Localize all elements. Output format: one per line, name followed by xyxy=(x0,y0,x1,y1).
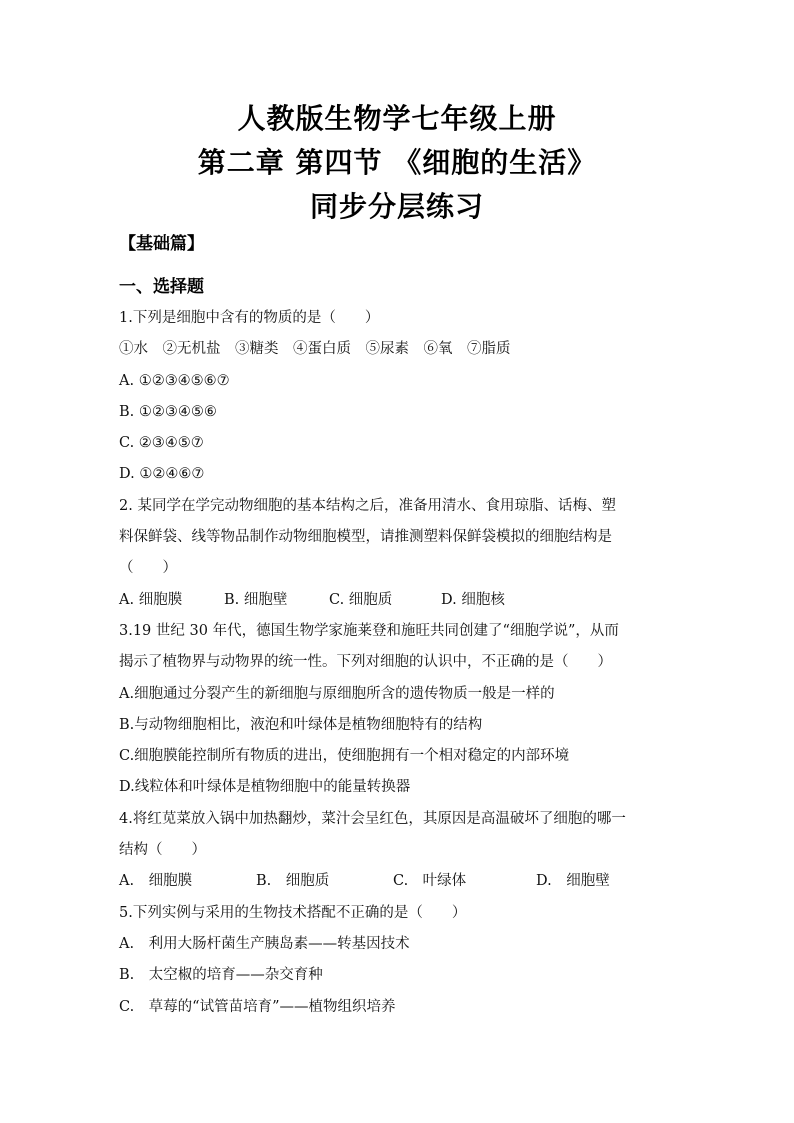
q5-option-b: B. 太空椒的培育——杂交育种 xyxy=(119,967,323,984)
q2-stem-line-3: （ ） xyxy=(119,560,177,577)
q4-option-c: C. 叶绿体 xyxy=(393,873,467,890)
q3-option-c: C.细胞膜能控制所有物质的进出，使细胞拥有一个相对稳定的内部环境 xyxy=(119,748,570,765)
q2-option-b: B. 细胞壁 xyxy=(224,591,288,608)
q2-option-d: D. 细胞核 xyxy=(441,591,505,608)
q4-stem-line-1: 4.将红苋菜放入锅中加热翻炒，菜汁会呈红色，其原因是高温破坏了细胞的哪一 xyxy=(119,810,626,827)
q3-stem-line-1: 3.19 世纪 30 年代，德国生物学家施莱登和施旺共同创建了“细胞学说”，从而 xyxy=(119,622,619,639)
q3-option-d: D.线粒体和叶绿体是植物细胞中的能量转换器 xyxy=(119,779,411,796)
q3-stem-line-2: 揭示了植物界与动物界的统一性。下列对细胞的认识中，不正确的是（ ） xyxy=(119,654,612,671)
questions-body xyxy=(119,303,679,1023)
q5-option-a: A. 利用大肠杆菌生产胰岛素——转基因技术 xyxy=(119,935,410,952)
q4-stem-line-2: 结构（ ） xyxy=(119,842,206,859)
q5-option-c: C. 草莓的“试管苗培育”——植物组织培养 xyxy=(119,998,396,1015)
q1-option-a: A. ①②③④⑤⑥⑦ xyxy=(119,372,230,389)
q3-option-a: A.细胞通过分裂产生的新细胞与原细胞所含的遗传物质一般是一样的 xyxy=(119,685,555,702)
q4-option-a: A. 细胞膜 xyxy=(119,873,193,890)
q2-option-c: C. 细胞质 xyxy=(329,591,393,608)
q3-option-b: B.与动物细胞相比，液泡和叶绿体是植物细胞特有的结构 xyxy=(119,716,483,733)
q4-option-d: D. 细胞壁 xyxy=(536,873,610,890)
q1-option-c: C. ②③④⑤⑦ xyxy=(119,435,204,452)
q1-stem: 1.下列是细胞中含有的物质的是（ ） xyxy=(119,310,380,326)
title-line-2: 第二章 第四节 《细胞的生活》 xyxy=(197,146,597,179)
q2-option-a: A. 细胞膜 xyxy=(119,591,183,608)
q4-option-b: B. 细胞质 xyxy=(256,873,330,890)
title-line-3: 同步分层练习 xyxy=(309,190,484,223)
q1-option-b: B. ①②③④⑤⑥ xyxy=(119,403,217,420)
q2-stem-line-1: 2. 某同学在学完动物细胞的基本结构之后，准备用清水、食用琼脂、话梅、塑 xyxy=(119,497,616,514)
q4-options-row xyxy=(119,866,679,897)
q1-option-d: D. ①②④⑥⑦ xyxy=(119,466,205,483)
q2-stem-line-2: 料保鲜袋、线等物品制作动物细胞模型，请推测塑料保鲜袋模拟的细胞结构是 xyxy=(119,529,612,546)
title-block xyxy=(0,97,794,229)
q2-options-row xyxy=(119,585,679,616)
q5-stem: 5.下列实例与采用的生物技术搭配不正确的是（ ） xyxy=(119,904,467,921)
section-choice-heading: 一、选择题 xyxy=(119,277,204,297)
q1-items: ①水 ②无机盐 ③糖类 ④蛋白质 ⑤尿素 ⑥氧 ⑦脂质 xyxy=(119,341,511,358)
title-line-1: 人教版生物学七年级上册 xyxy=(237,102,557,135)
section-basic-heading: 【基础篇】 xyxy=(119,234,204,254)
